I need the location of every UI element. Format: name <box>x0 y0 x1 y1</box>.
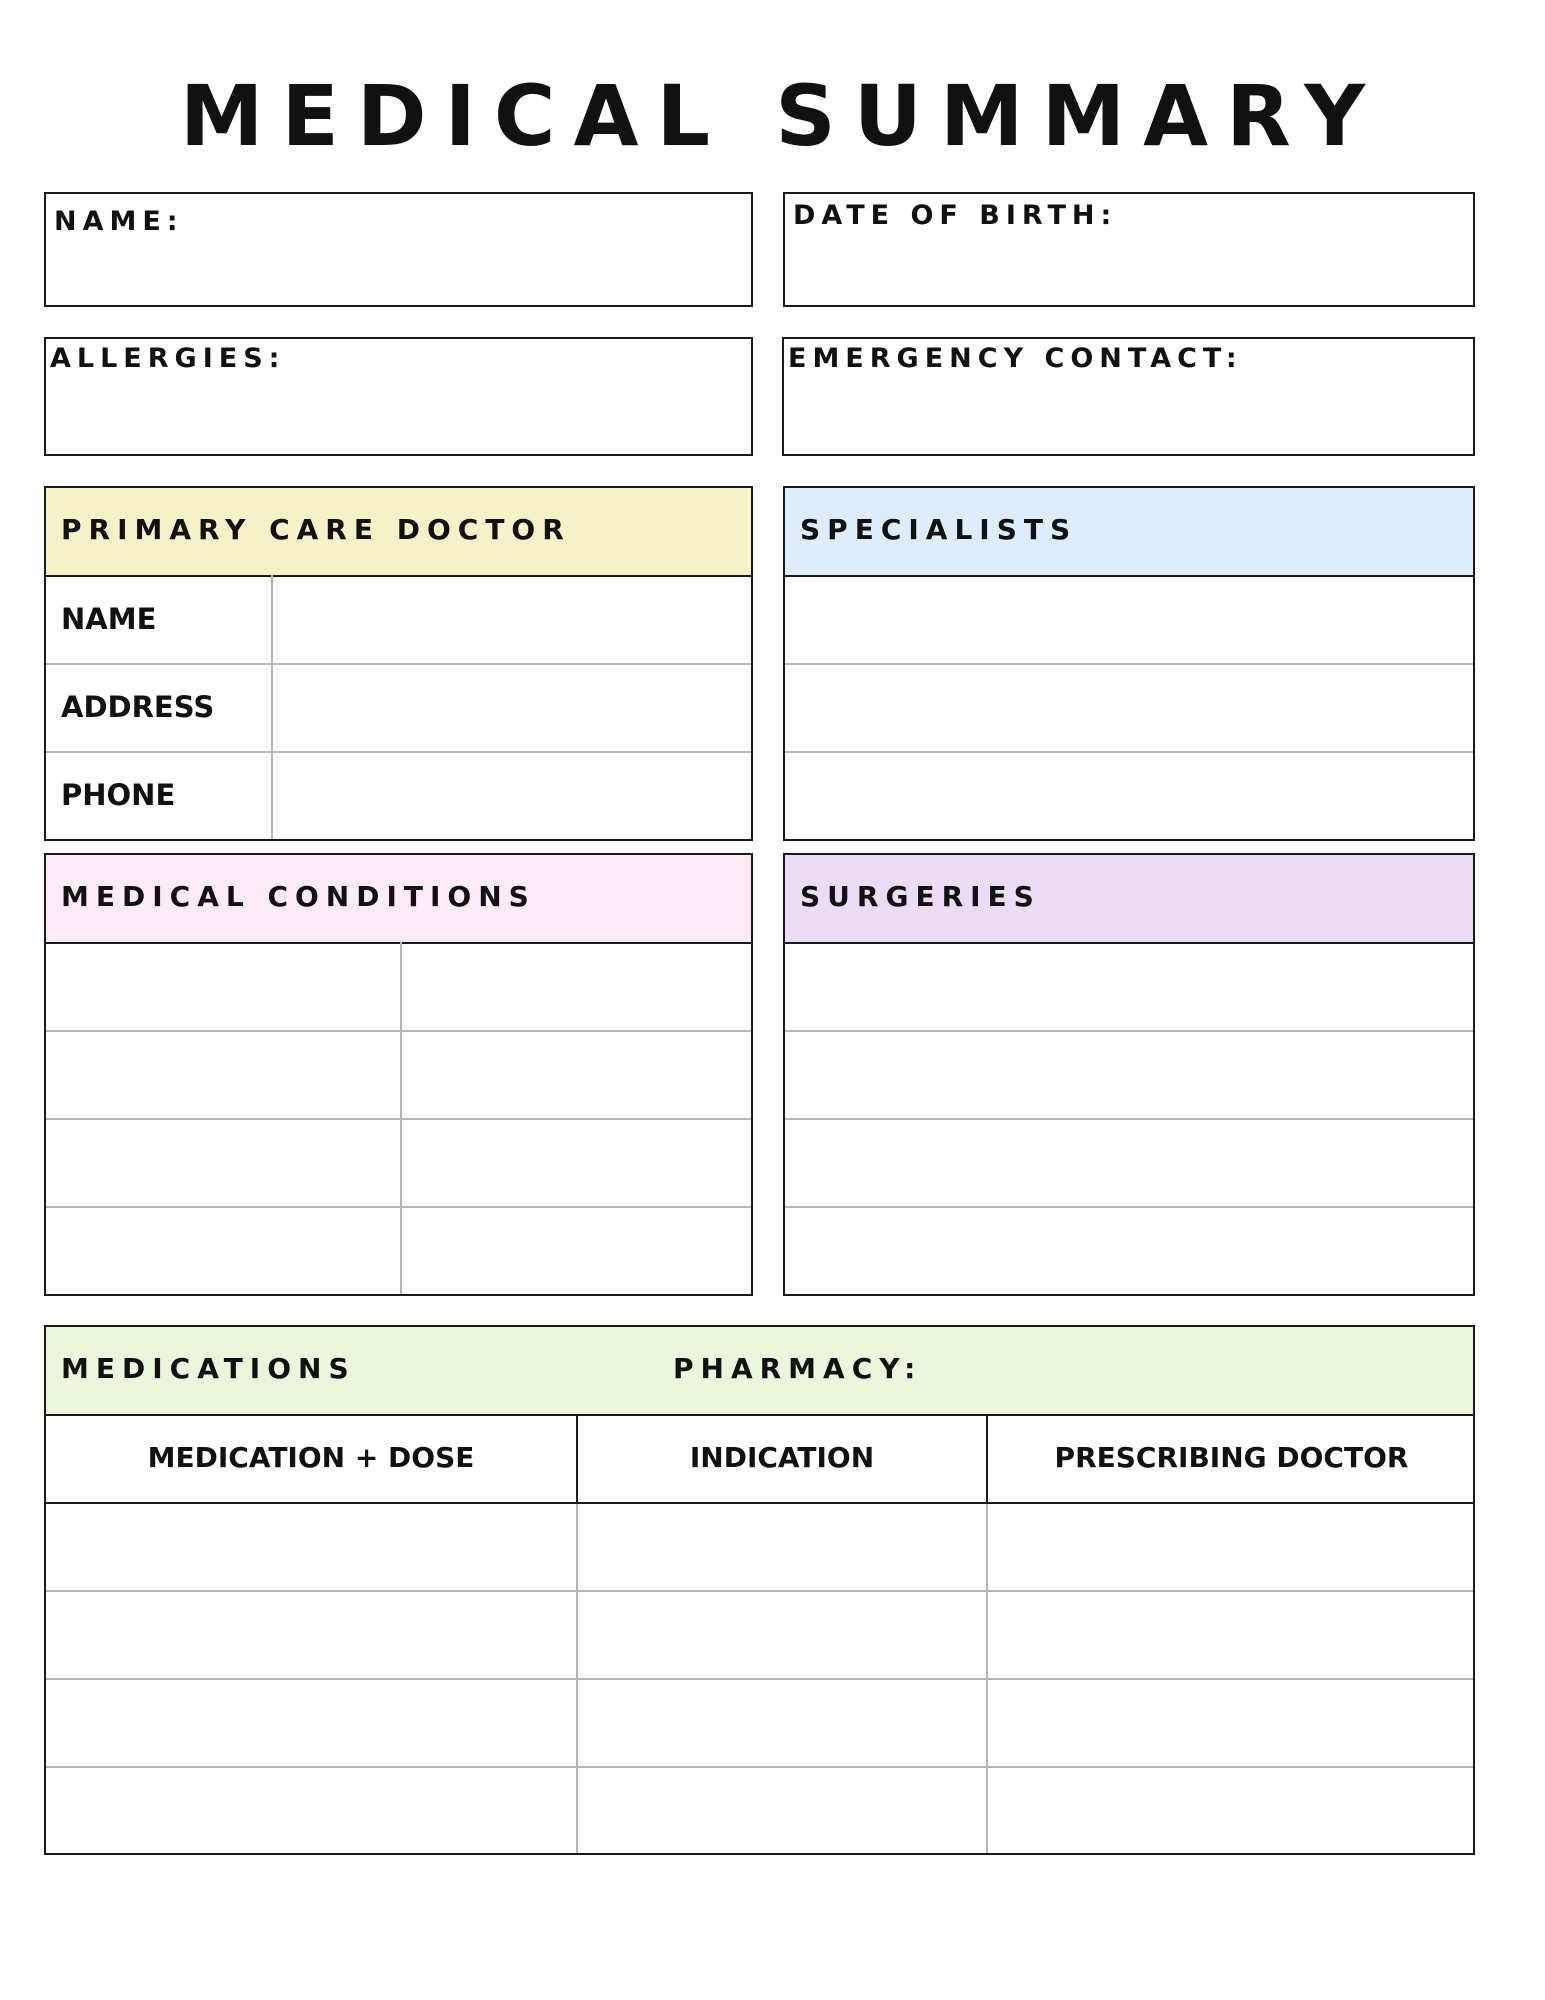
specialists-section <box>783 486 1475 841</box>
specialist-row[interactable] <box>785 753 1473 839</box>
primary-care-phone-label: PHONE <box>61 778 176 812</box>
name-field[interactable] <box>44 192 753 307</box>
surgeries-section <box>783 853 1475 1296</box>
condition-cell[interactable] <box>402 1120 751 1206</box>
primary-care-name-input[interactable] <box>273 577 751 663</box>
condition-cell[interactable] <box>46 1208 400 1294</box>
medications-header <box>46 1327 1473 1416</box>
condition-cell[interactable] <box>402 1032 751 1118</box>
primary-care-name-label: NAME <box>61 602 157 636</box>
condition-cell[interactable] <box>402 1208 751 1294</box>
surgery-row[interactable] <box>785 1208 1473 1294</box>
date-of-birth-field[interactable] <box>783 192 1475 307</box>
emergency-contact-field-label: EMERGENCY CONTACT: <box>788 343 1243 374</box>
indication-column-header: INDICATION <box>689 1441 875 1474</box>
surgeries-title: SURGERIES <box>800 880 1041 913</box>
medications-title: MEDICATIONS <box>61 1352 356 1385</box>
medical-conditions-title: MEDICAL CONDITIONS <box>61 880 536 913</box>
specialists-title: SPECIALISTS <box>800 513 1078 546</box>
medication-dose-column-header: MEDICATION + DOSE <box>147 1441 475 1474</box>
surgeries-header <box>785 855 1473 944</box>
primary-care-doctor-header <box>46 488 751 577</box>
specialists-header <box>785 488 1473 577</box>
page-title: MEDICAL SUMMARY <box>179 67 1384 165</box>
primary-care-doctor-section <box>44 486 753 841</box>
primary-care-address-label: ADDRESS <box>61 690 215 724</box>
primary-care-phone-input[interactable] <box>273 753 751 839</box>
allergies-field[interactable] <box>44 337 753 456</box>
medication-row[interactable] <box>46 1680 1473 1766</box>
allergies-field-label: ALLERGIES: <box>50 343 286 374</box>
medication-row[interactable] <box>46 1592 1473 1678</box>
primary-care-doctor-title: PRIMARY CARE DOCTOR <box>61 513 571 546</box>
surgery-row[interactable] <box>785 1120 1473 1206</box>
condition-cell[interactable] <box>46 1120 400 1206</box>
medical-conditions-header <box>46 855 751 944</box>
name-field-label: NAME: <box>54 206 184 237</box>
medication-row[interactable] <box>46 1504 1473 1590</box>
emergency-contact-field[interactable] <box>782 337 1475 456</box>
condition-cell[interactable] <box>46 1032 400 1118</box>
condition-cell[interactable] <box>46 944 400 1030</box>
medication-row[interactable] <box>46 1768 1473 1853</box>
condition-cell[interactable] <box>402 944 751 1030</box>
primary-care-address-input[interactable] <box>273 665 751 751</box>
surgery-row[interactable] <box>785 1032 1473 1118</box>
surgery-row[interactable] <box>785 944 1473 1030</box>
medical-conditions-section <box>44 853 753 1296</box>
specialist-row[interactable] <box>785 577 1473 663</box>
medications-section <box>44 1325 1475 1855</box>
prescribing-doctor-column-header: PRESCRIBING DOCTOR <box>1054 1441 1409 1474</box>
date-of-birth-field-label: DATE OF BIRTH: <box>793 200 1118 231</box>
pharmacy-input[interactable] <box>906 1337 1463 1403</box>
specialist-row[interactable] <box>785 665 1473 751</box>
pharmacy-label: PHARMACY: <box>673 1352 923 1385</box>
